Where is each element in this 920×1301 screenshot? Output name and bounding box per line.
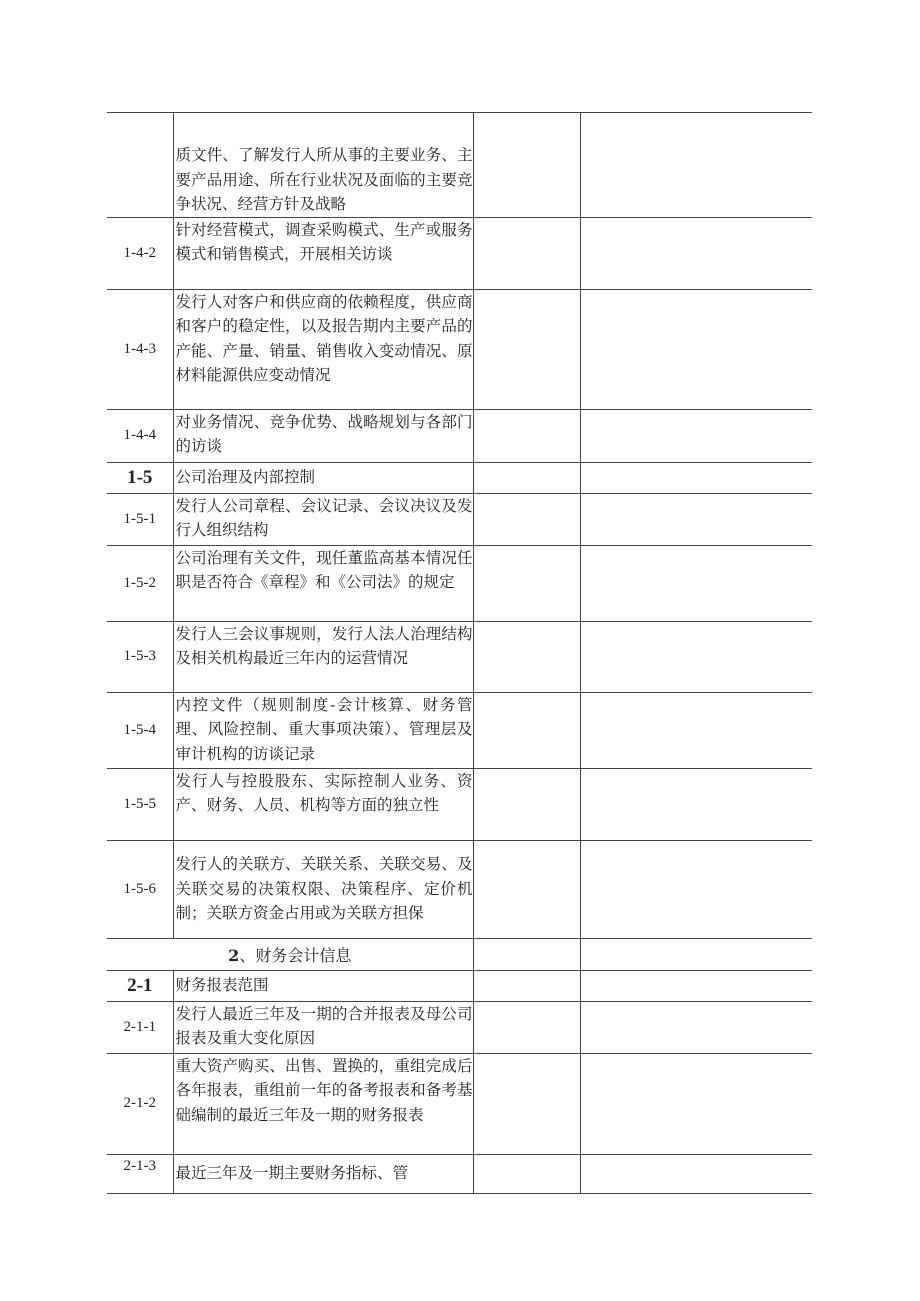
empty-cell (580, 1154, 812, 1193)
chapter-heading-row (107, 938, 812, 970)
empty-cell (580, 545, 812, 621)
empty-cell (580, 113, 812, 218)
table-row (107, 1154, 812, 1193)
empty-cell (473, 692, 580, 768)
item-description: 发行人三会议事规则，发行人法人治理结构及相关机构最近三年内的运营情况 (173, 621, 473, 692)
table-row (107, 493, 812, 545)
item-code: 1-4-2 (107, 217, 173, 289)
empty-cell (473, 1154, 580, 1193)
table-row (107, 545, 812, 621)
item-code: 1-5-1 (107, 493, 173, 545)
empty-cell (473, 217, 580, 289)
item-description: 发行人与控股股东、实际控制人业务、资产、财务、人员、机构等方面的独立性 (173, 768, 473, 840)
table-row (107, 768, 812, 840)
item-code: 1-4-3 (107, 289, 173, 409)
item-description: 针对经营模式，调查采购模式、生产或服务模式和销售模式，开展相关访谈 (173, 217, 473, 289)
empty-cell (580, 493, 812, 545)
empty-cell (580, 768, 812, 840)
empty-cell (473, 409, 580, 462)
table-row (107, 217, 812, 289)
item-code: 2-1-3 (107, 1154, 173, 1193)
table-row (107, 1001, 812, 1053)
item-code (107, 113, 173, 218)
item-description: 发行人对客户和供应商的依赖程度，供应商和客户的稳定性，以及报告期内主要产品的产能、产量、销量、销售收入变动情况、原材料能源供应变动情况 (173, 289, 473, 409)
item-code: 1-5-2 (107, 545, 173, 621)
item-description: 发行人最近三年及一期的合并报表及母公司报表及重大变化原因 (173, 1001, 473, 1053)
empty-cell (580, 409, 812, 462)
item-code: 2-1-1 (107, 1001, 173, 1053)
empty-cell (580, 289, 812, 409)
empty-cell (473, 970, 580, 1001)
item-description: 对业务情况、竞争优势、战略规划与各部门的访谈 (173, 409, 473, 462)
item-description: 公司治理有关文件，现任董监高基本情况任职是否符合《章程》和《公司法》的规定 (173, 545, 473, 621)
item-description: 发行人公司章程、会议记录、会议决议及发行人组织结构 (173, 493, 473, 545)
item-code: 1-5-6 (107, 840, 173, 938)
table-row (107, 409, 812, 462)
item-code: 1-5-3 (107, 621, 173, 692)
empty-cell (473, 938, 580, 970)
empty-cell (473, 545, 580, 621)
table-row (107, 1053, 812, 1154)
chapter-heading (107, 938, 473, 970)
table-row (107, 692, 812, 768)
empty-cell (473, 493, 580, 545)
empty-cell (580, 621, 812, 692)
table-row (107, 840, 812, 938)
chapter-number: 2 (228, 945, 240, 965)
item-code: 1-5-4 (107, 692, 173, 768)
empty-cell (473, 768, 580, 840)
section-row (107, 970, 812, 1001)
empty-cell (580, 938, 812, 970)
empty-cell (580, 692, 812, 768)
item-code: 1-5-5 (107, 768, 173, 840)
empty-cell (473, 289, 580, 409)
empty-cell (580, 970, 812, 1001)
empty-cell (580, 1053, 812, 1154)
item-description: 内控文件（规则制度-会计核算、财务管理、风险控制、重大事项决策）、管理层及审计机构的访谈记录 (173, 692, 473, 768)
empty-cell (580, 217, 812, 289)
item-description: 发行人的关联方、关联关系、关联交易、及关联交易的决策权限、决策程序、定价机制；关联方资金占用或为关联方担保 (173, 840, 473, 938)
section-row (107, 462, 812, 493)
item-code: 2-1-2 (107, 1053, 173, 1154)
table-row (107, 113, 812, 218)
item-description: 重大资产购买、出售、置换的，重组完成后各年报表，重组前一年的备考报表和备考基础编制的最近三年及一期的财务报表 (173, 1053, 473, 1154)
empty-cell (473, 1001, 580, 1053)
empty-cell (473, 462, 580, 493)
table-row (107, 621, 812, 692)
empty-cell (473, 621, 580, 692)
due-diligence-table (107, 112, 812, 1194)
section-code: 1-5 (107, 462, 173, 493)
empty-cell (580, 462, 812, 493)
empty-cell (473, 1053, 580, 1154)
section-title: 公司治理及内部控制 (173, 462, 473, 493)
item-description: 最近三年及一期主要财务指标、管 (173, 1154, 473, 1193)
empty-cell (580, 1001, 812, 1053)
item-description: 质文件、了解发行人所从事的主要业务、主要产品用途、所在行业状况及面临的主要竞争状况、经营方针及战略 (173, 113, 473, 218)
chapter-title: 、财务会计信息 (239, 945, 352, 965)
section-title: 财务报表范围 (173, 970, 473, 1001)
empty-cell (580, 840, 812, 938)
table-row (107, 289, 812, 409)
section-code: 2-1 (107, 970, 173, 1001)
empty-cell (473, 840, 580, 938)
item-code: 1-4-4 (107, 409, 173, 462)
empty-cell (473, 113, 580, 218)
